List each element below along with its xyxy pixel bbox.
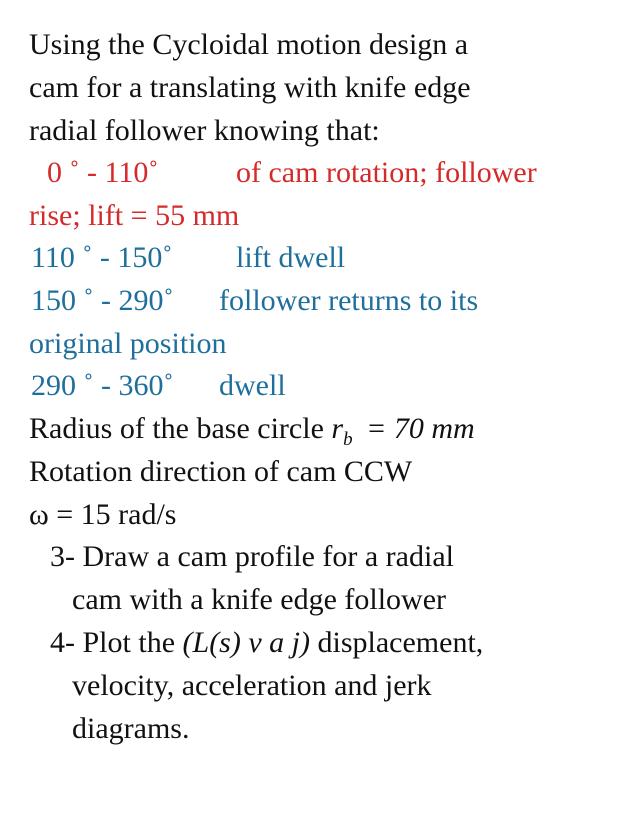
intro-line-1: Using the Cycloidal motion design a <box>29 28 469 61</box>
rise-description-cont: rise; lift = 55 mm <box>29 199 240 232</box>
dwell1-description: lift dwell <box>236 241 346 274</box>
task-4-text-b: displacement, <box>317 626 484 659</box>
rise-range: 0 ˚ - 110˚ <box>47 156 159 189</box>
base-radius-subscript: b <box>343 429 353 450</box>
task-3-text-cont: cam with a knife edge follower <box>72 583 447 616</box>
dwell2-range: 290 ˚ - 360˚ <box>31 369 174 402</box>
base-radius-symbol: r <box>331 412 344 445</box>
base-radius-value: = 70 mm <box>366 412 475 445</box>
intro-line-2: cam for a translating with knife edge <box>29 71 471 104</box>
return-range: 150 ˚ - 290˚ <box>31 284 174 317</box>
task-4-math: (L(s) v a j) <box>182 626 310 659</box>
return-description: follower returns to its <box>219 284 479 317</box>
rise-description: of cam rotation; follower <box>236 156 537 189</box>
rotation-direction: Rotation direction of cam CCW <box>29 455 413 488</box>
task-3-number: 3- <box>50 540 75 573</box>
task-4 <box>50 628 483 658</box>
dwell2-segment <box>31 371 286 401</box>
angular-velocity: ω = 15 rad/s <box>29 498 177 531</box>
task-3-text: Draw a cam profile for a radial <box>82 540 454 573</box>
base-radius-label: Radius of the base circle <box>29 412 324 445</box>
dwell1-segment <box>31 243 345 273</box>
task-4-text: Plot the <box>82 626 176 659</box>
intro-line-3: radial follower knowing that: <box>29 114 380 147</box>
task-4-text-cont: velocity, acceleration and jerk <box>72 669 432 702</box>
rise-segment <box>47 158 537 188</box>
return-segment <box>31 286 478 316</box>
dwell2-description: dwell <box>219 369 286 402</box>
task-4-text-cont-2: diagrams. <box>72 712 190 745</box>
base-radius-line <box>29 412 475 450</box>
dwell1-range: 110 ˚ - 150˚ <box>31 241 173 274</box>
task-4-number: 4- <box>50 626 75 659</box>
return-description-cont: original position <box>29 327 227 360</box>
task-3 <box>50 542 454 572</box>
